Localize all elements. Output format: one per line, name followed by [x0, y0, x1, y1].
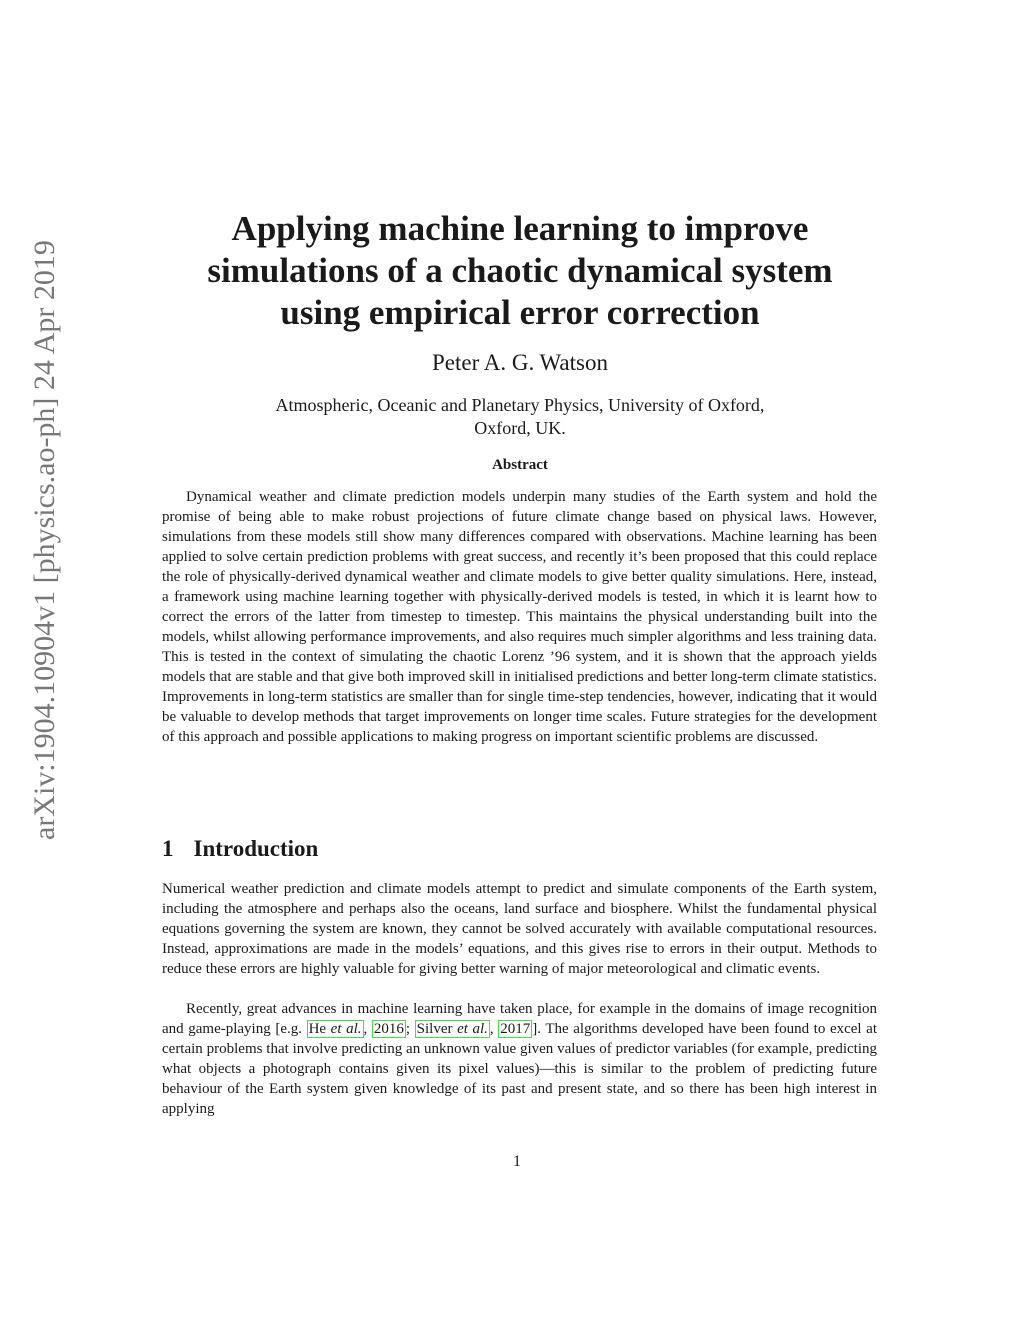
author-name: Peter A. G. Watson — [432, 350, 608, 375]
cite-separator: ; — [405, 1021, 415, 1037]
cite-author: Silver — [416, 1021, 458, 1037]
affiliation-line-2: Oxford, UK. — [474, 418, 566, 438]
cite-etal: et al. — [330, 1021, 362, 1037]
page-number: 1 — [513, 1153, 521, 1170]
section-heading-introduction — [162, 836, 318, 862]
section-number: 1 — [162, 836, 174, 861]
title-line-3: using empirical error correction — [280, 293, 760, 332]
intro-paragraph-1: Numerical weather prediction and climate models attempt to predict and simulate components of the Earth system, including the atmosphere and perhaps also the oceans, land surface and biosphere. Whilst the fundamental physical equations governing the system are known, they cannot be solved accurately with available computational resources. Instead, approximations are made in the models’ equations, and this gives rise to errors in their output. Methods to reduce these errors are highly valuable for giving better warning of major meteorological and climatic events. — [162, 881, 877, 977]
cite-separator: , — [489, 1021, 499, 1037]
cite-author: He — [308, 1021, 331, 1037]
citation-link-he[interactable] — [307, 1020, 364, 1038]
citation-year-link-2017[interactable]: 2017 — [500, 1021, 531, 1037]
cite-etal: et al. — [457, 1021, 488, 1037]
paper-title — [150, 208, 890, 334]
title-line-1: Applying machine learning to improve — [231, 209, 809, 248]
affiliation-line-1: Atmospheric, Oceanic and Planetary Physics, University of Oxford, — [275, 395, 765, 415]
citation-year-link-2016[interactable]: 2016 — [373, 1021, 404, 1037]
intro-paragraph-2 — [162, 999, 877, 1119]
affiliation — [150, 394, 890, 440]
cite-separator: , — [363, 1021, 372, 1037]
title-line-2: simulations of a chaotic dynamical system — [207, 251, 833, 290]
section-title: Introduction — [193, 836, 319, 861]
para2-start: Recently, great advances in machine learning have taken place, for example in the domains of image recognition and game-playing [e.g. — [162, 1001, 877, 1037]
para2-end: ]. The algorithms developed have been found to excel at certain problems that involve predicting an unknown value given values of predictor variables (for example, predicting what objects a photograph contains given its pixel values)—this is similar to the problem of predicting future behaviour of the Earth system given knowledge of its past and present state, and so there has been high interest in applying — [162, 1021, 878, 1117]
citation-link-silver[interactable] — [415, 1020, 490, 1038]
abstract-text: Dynamical weather and climate prediction models underpin many studies of the Earth system and hold the promise of being able to make robust projections of future climate change based on physical laws. However, simulations from these models still show many differences compared with observations. Machine learning has been applied to solve certain prediction problems with great success, and recently it’s been proposed that this could replace the role of physically-derived dynamical weather and climate models to give better quality simulations. Here, instead, a framework using machine learning together with physically-derived models is tested, in which it is learnt how to correct the errors of the latter from timestep to timestep. This maintains the physical understanding built into the models, whilst allowing performance improvements, and also requires much simpler algorithms and less training data. This is tested in the context of simulating the chaotic Lorenz ’96 system, and it is shown that the approach yields models that are stable and that give both improved skill in initialised predictions and better long-term climate statistics. Improvements in long-term statistics are smaller than for single time-step tendencies, however, indicating that it would be valuable to develop methods that target improvements on longer time scales. Future strategies for the development of this approach and possible applications to making progress on important scientific problems are discussed. — [162, 489, 877, 745]
arxiv-identifier: arXiv:1904.10904v1 [physics.ao-ph] 24 Apr 2019 — [28, 240, 61, 840]
abstract-heading: Abstract — [492, 457, 548, 473]
